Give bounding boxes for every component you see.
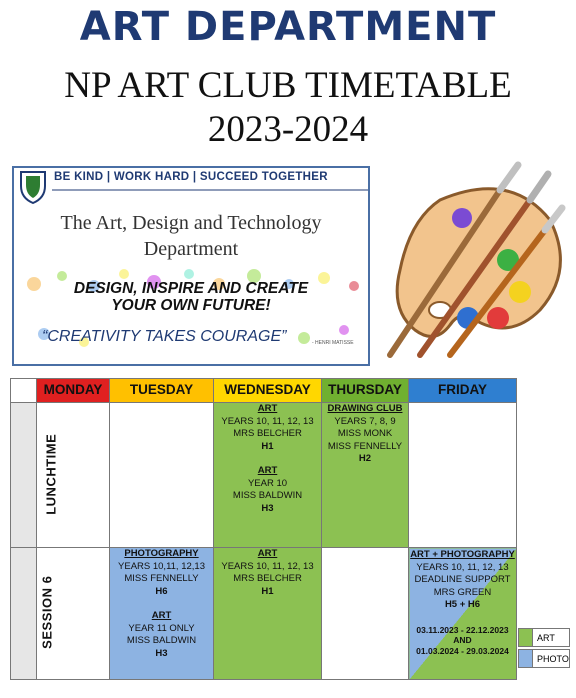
page-subtitle: NP ART CLUB TIMETABLE: [64, 65, 512, 106]
cell-lunch-thursday: DRAWING CLUB YEARS 7, 8, 9 MISS MONK MISS FENNELLY H2: [322, 403, 409, 548]
legend-item-photo: [518, 649, 570, 668]
cell-s6-tuesday: PHOTOGRAPHY YEARS 10,11, 12,13 MISS FENNELLY H6 ART YEAR 11 ONLY MISS BALDWIN H3: [110, 548, 214, 680]
lunchtime-row: [11, 403, 517, 548]
cell-lunch-tuesday: [110, 403, 214, 548]
quote-author: - HENRI MATISSE: [312, 340, 354, 346]
row-header-session6: SESSION 6: [11, 548, 37, 680]
department-banner: [12, 166, 370, 366]
corner-cell: [11, 379, 37, 403]
motto-underline: [14, 168, 368, 192]
cell-s6-wednesday: ART YEARS 10, 11, 12, 13 MRS BELCHER H1: [214, 548, 322, 680]
department-slogan: DESIGN, INSPIRE AND CREATE YOUR OWN FUTURE!: [73, 280, 309, 314]
school-motto: BE KIND | WORK HARD | SUCCEED TOGETHER: [54, 171, 328, 183]
legend: [518, 628, 570, 670]
legend-item-art: [518, 628, 570, 647]
legend-label-art: ART: [537, 632, 555, 643]
legend-swatch-photo: [519, 650, 533, 667]
timetable-header-row: [11, 379, 517, 403]
row-header-lunchtime: LUNCHTIME: [11, 403, 37, 548]
day-header-monday: MONDAY: [37, 379, 110, 403]
paint-palette-icon: [380, 160, 570, 360]
cell-lunch-wednesday: ART YEARS 10, 11, 12, 13 MRS BELCHER H1 ART YEAR 10 MISS BALDWIN H3: [214, 403, 322, 548]
cell-s6-friday: ART + PHOTOGRAPHY YEARS 10, 11, 12, 13 DEADLINE SUPPORT MRS GREEN H5 + H6 03.11.2023 - 22.12.2023 AND 01.03.2024 - 29.03.2024: [409, 548, 517, 680]
page-title: ART DEPARTMENT: [79, 4, 497, 50]
timetable: [10, 378, 517, 680]
matisse-cutouts-decoration: [14, 264, 368, 364]
day-header-thursday: THURSDAY: [322, 379, 409, 403]
legend-swatch-art: [519, 629, 533, 646]
day-header-friday: FRIDAY: [409, 379, 517, 403]
cell-s6-thursday: [322, 548, 409, 680]
department-name: The Art, Design and Technology Department: [60, 212, 322, 260]
cell-lunch-friday: [409, 403, 517, 548]
quote-text: “CREATIVITY TAKES COURAGE”: [42, 328, 287, 345]
academic-year: 2023-2024: [207, 109, 369, 150]
day-header-tuesday: TUESDAY: [110, 379, 214, 403]
session6-row: [11, 548, 517, 680]
legend-label-photo: PHOTO: [537, 653, 569, 664]
day-header-wednesday: WEDNESDAY: [214, 379, 322, 403]
